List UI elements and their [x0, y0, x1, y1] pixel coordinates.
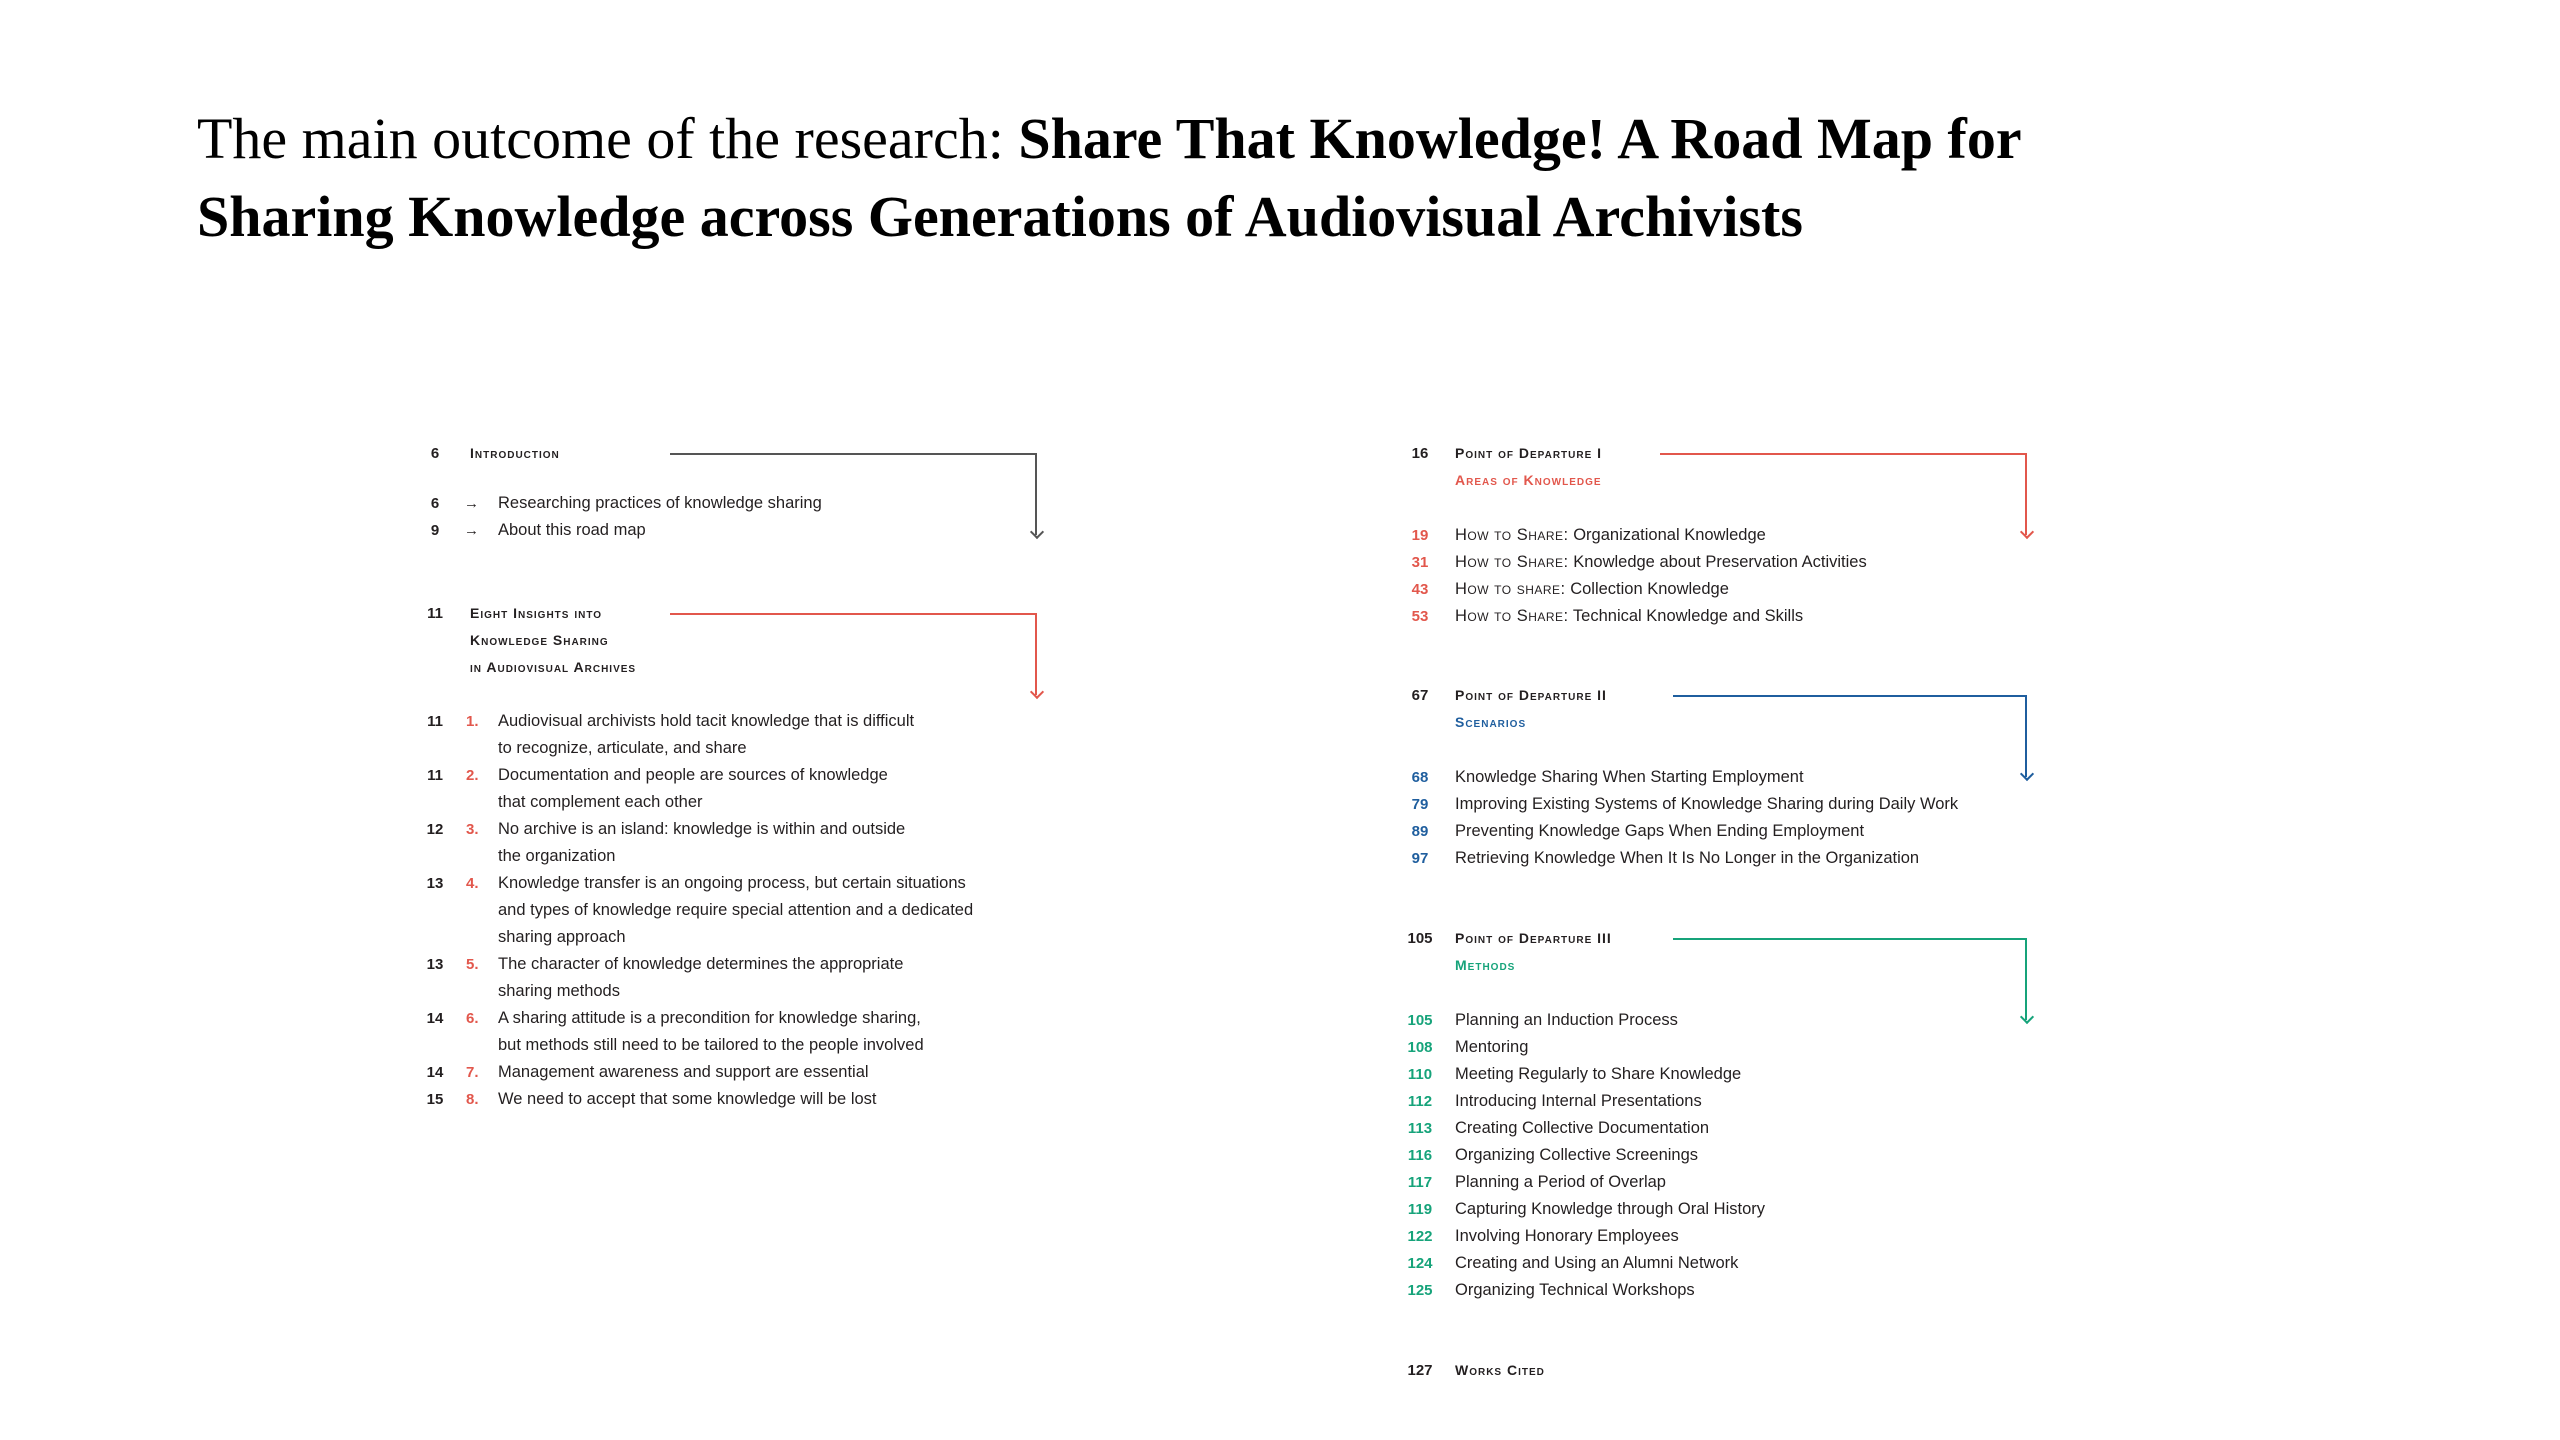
- toc-entry: [1405, 549, 2055, 576]
- insight-item-continuation: [420, 924, 1070, 951]
- toc-entry: [1405, 1277, 2055, 1304]
- page-number: 11: [427, 605, 443, 622]
- page-number: 16: [1411, 445, 1429, 462]
- page-number: 19: [1411, 527, 1429, 544]
- page-number: 105: [1407, 930, 1433, 947]
- insight-item-continuation: [420, 897, 1070, 924]
- toc-entry: [1405, 1088, 2055, 1115]
- section-heading: Point of Departure III: [1455, 930, 1612, 946]
- entry-text: Knowledge transfer is an ongoing process, but certain situations: [498, 874, 966, 892]
- title-bold-line-1: Share That Knowledge! A Road Map for: [1018, 106, 2022, 171]
- page-number: 89: [1411, 823, 1429, 840]
- toc-entry: [1405, 1196, 2055, 1223]
- toc-right-column: [1405, 440, 2055, 1400]
- toc-entry: [420, 490, 1070, 517]
- entry-lead: How to Share:: [1455, 553, 1569, 571]
- entry-text: Creating and Using an Alumni Network: [1455, 1254, 1739, 1272]
- section-heading: Point of Departure II: [1455, 687, 1607, 703]
- section-heading: in Audiovisual Archives: [470, 659, 637, 675]
- page-number: 12: [426, 821, 444, 838]
- item-marker: 4.: [466, 875, 479, 892]
- page-number: 6: [430, 495, 440, 512]
- section-heading: Knowledge Sharing: [470, 632, 609, 648]
- entry-text: Preventing Knowledge Gaps When Ending Employment: [1455, 822, 1865, 840]
- section-subheading: Areas of Knowledge: [1455, 472, 1602, 488]
- section-subheading: Scenarios: [1455, 714, 1527, 730]
- item-marker: 6.: [466, 1010, 479, 1027]
- entry-text: [1455, 603, 1803, 630]
- page-number: 53: [1411, 608, 1429, 625]
- section-heading: Point of Departure I: [1455, 445, 1603, 461]
- page-number: 108: [1407, 1039, 1433, 1056]
- toc-entry: [1405, 1061, 2055, 1088]
- insight-item: [420, 870, 1070, 897]
- page-number: 31: [1411, 554, 1429, 571]
- entry-lead: How to share:: [1455, 580, 1566, 598]
- insight-item-continuation: [420, 735, 1070, 762]
- insight-item: [420, 951, 1070, 978]
- entry-text: Involving Honorary Employees: [1455, 1227, 1679, 1245]
- title-bold-line-2: Sharing Knowledge across Generations of Audiovisual Archivists: [197, 184, 1803, 249]
- entry-text: Knowledge Sharing When Starting Employment: [1455, 768, 1804, 786]
- entry-rest: Organizational Knowledge: [1568, 526, 1766, 544]
- page-number: 119: [1407, 1201, 1433, 1218]
- page-number: 43: [1411, 581, 1429, 598]
- page-number: 105: [1407, 1012, 1433, 1029]
- entry-text: the organization: [498, 847, 616, 865]
- down-arrow-icon: [670, 613, 1037, 695]
- item-marker: 5.: [466, 956, 479, 973]
- insight-item: [420, 708, 1070, 735]
- page-number: 127: [1407, 1362, 1433, 1379]
- entry-rest: Knowledge about Preservation Activities: [1568, 553, 1867, 571]
- toc-entry: [1405, 603, 2055, 630]
- page-number: 68: [1411, 769, 1429, 786]
- insight-item: [420, 762, 1070, 789]
- insight-item-continuation: [420, 789, 1070, 816]
- entry-text: Retrieving Knowledge When It Is No Longer in the Organization: [1455, 849, 1920, 867]
- entry-text: Introducing Internal Presentations: [1455, 1092, 1702, 1110]
- page-number: 13: [426, 956, 444, 973]
- entry-text: Meeting Regularly to Share Knowledge: [1455, 1065, 1742, 1083]
- item-marker: 3.: [466, 821, 479, 838]
- right-arrow-icon: →: [464, 522, 479, 539]
- page-number: 110: [1407, 1066, 1433, 1083]
- toc-left-column: [420, 440, 1070, 1140]
- page-number: 15: [426, 1091, 444, 1108]
- entry-text: Improving Existing Systems of Knowledge Sharing during Daily Work: [1455, 795, 1959, 813]
- entry-text: Organizing Collective Screenings: [1455, 1146, 1699, 1164]
- toc-entry: [1405, 1169, 2055, 1196]
- page-number: 113: [1407, 1120, 1433, 1137]
- entry-text: Documentation and people are sources of knowledge: [498, 766, 888, 784]
- toc-entry: [1405, 1034, 2055, 1061]
- entry-text: that complement each other: [498, 793, 703, 811]
- right-arrow-icon: →: [464, 495, 479, 512]
- entry-text: We need to accept that some knowledge will be lost: [498, 1090, 877, 1108]
- item-marker: 2.: [466, 767, 479, 784]
- insight-item: [420, 816, 1070, 843]
- section-subheading: Methods: [1455, 957, 1516, 973]
- entry-text: and types of knowledge require special attention and a dedicated: [498, 901, 974, 919]
- page-number: 117: [1407, 1174, 1433, 1191]
- entry-text: Researching practices of knowledge sharing: [498, 494, 822, 512]
- entry-text: No archive is an island: knowledge is within and outside: [498, 820, 906, 838]
- entry-lead: How to Share:: [1455, 526, 1569, 544]
- page-number: 116: [1407, 1147, 1433, 1164]
- entry-lead: How to Share:: [1455, 607, 1569, 625]
- entry-text: to recognize, articulate, and share: [498, 739, 747, 757]
- entry-text: [1455, 549, 1867, 576]
- entry-text: Planning a Period of Overlap: [1455, 1173, 1666, 1191]
- item-marker: 7.: [466, 1064, 479, 1081]
- entry-text: Creating Collective Documentation: [1455, 1119, 1710, 1137]
- toc-entry: [1405, 1223, 2055, 1250]
- section-heading: Works Cited: [1455, 1362, 1545, 1378]
- page-number: 125: [1407, 1282, 1433, 1299]
- page-number: 122: [1407, 1228, 1433, 1245]
- insight-item: [420, 1086, 1070, 1113]
- toc-works-cited: [1405, 1357, 2055, 1384]
- section-heading: Eight Insights into: [470, 605, 603, 621]
- page-number: 9: [430, 522, 440, 539]
- page-number: 124: [1407, 1255, 1433, 1272]
- toc-entry: [1405, 791, 2055, 818]
- entry-text: Capturing Knowledge through Oral History: [1455, 1200, 1765, 1218]
- entry-text: A sharing attitude is a precondition for knowledge sharing,: [498, 1009, 921, 1027]
- toc-entry: [1405, 1115, 2055, 1142]
- slide-title: [197, 100, 2447, 256]
- entry-text: About this road map: [498, 521, 646, 539]
- toc-entry: [1405, 1142, 2055, 1169]
- entry-text: but methods still need to be tailored to the people involved: [498, 1036, 924, 1054]
- page-number: 79: [1411, 796, 1429, 813]
- entry-text: The character of knowledge determines the appropriate: [498, 955, 904, 973]
- title-prefix: The main outcome of the research:: [197, 106, 1019, 171]
- entry-text: Organizing Technical Workshops: [1455, 1281, 1695, 1299]
- entry-text: Management awareness and support are essential: [498, 1063, 869, 1081]
- entry-rest: Collection Knowledge: [1565, 580, 1729, 598]
- entry-text: [1455, 576, 1729, 603]
- page-number: 6: [430, 445, 440, 462]
- toc-entry: [1405, 1250, 2055, 1277]
- section-heading: Introduction: [470, 445, 560, 461]
- entry-text: Planning an Induction Process: [1455, 1011, 1678, 1029]
- page-number: 11: [427, 713, 443, 730]
- item-marker: 1.: [466, 713, 479, 730]
- page-number: 13: [426, 875, 444, 892]
- page-number: 14: [426, 1064, 444, 1081]
- toc-entry: [420, 517, 1070, 544]
- toc-entry: [1405, 576, 2055, 603]
- toc-entry: [1405, 845, 2055, 872]
- toc-entry: [1405, 1007, 2055, 1034]
- item-marker: 8.: [466, 1091, 479, 1108]
- entry-text: sharing approach: [498, 928, 626, 946]
- entry-text: [1455, 522, 1766, 549]
- page-number: 11: [427, 767, 443, 784]
- page-number: 14: [426, 1010, 444, 1027]
- entry-text: Audiovisual archivists hold tacit knowledge that is difficult: [498, 712, 915, 730]
- toc-entry: [1405, 522, 2055, 549]
- page-number: 97: [1411, 850, 1429, 867]
- toc-entry: [1405, 764, 2055, 791]
- insight-item-continuation: [420, 843, 1070, 870]
- toc-entry: [1405, 818, 2055, 845]
- insight-item: [420, 1005, 1070, 1032]
- insight-item-continuation: [420, 978, 1070, 1005]
- insight-item-continuation: [420, 1032, 1070, 1059]
- entry-rest: Technical Knowledge and Skills: [1568, 607, 1804, 625]
- entry-text: Mentoring: [1455, 1038, 1529, 1056]
- insight-item: [420, 1059, 1070, 1086]
- page-number: 112: [1407, 1093, 1433, 1110]
- entry-text: sharing methods: [498, 982, 620, 1000]
- page-number: 67: [1411, 687, 1429, 704]
